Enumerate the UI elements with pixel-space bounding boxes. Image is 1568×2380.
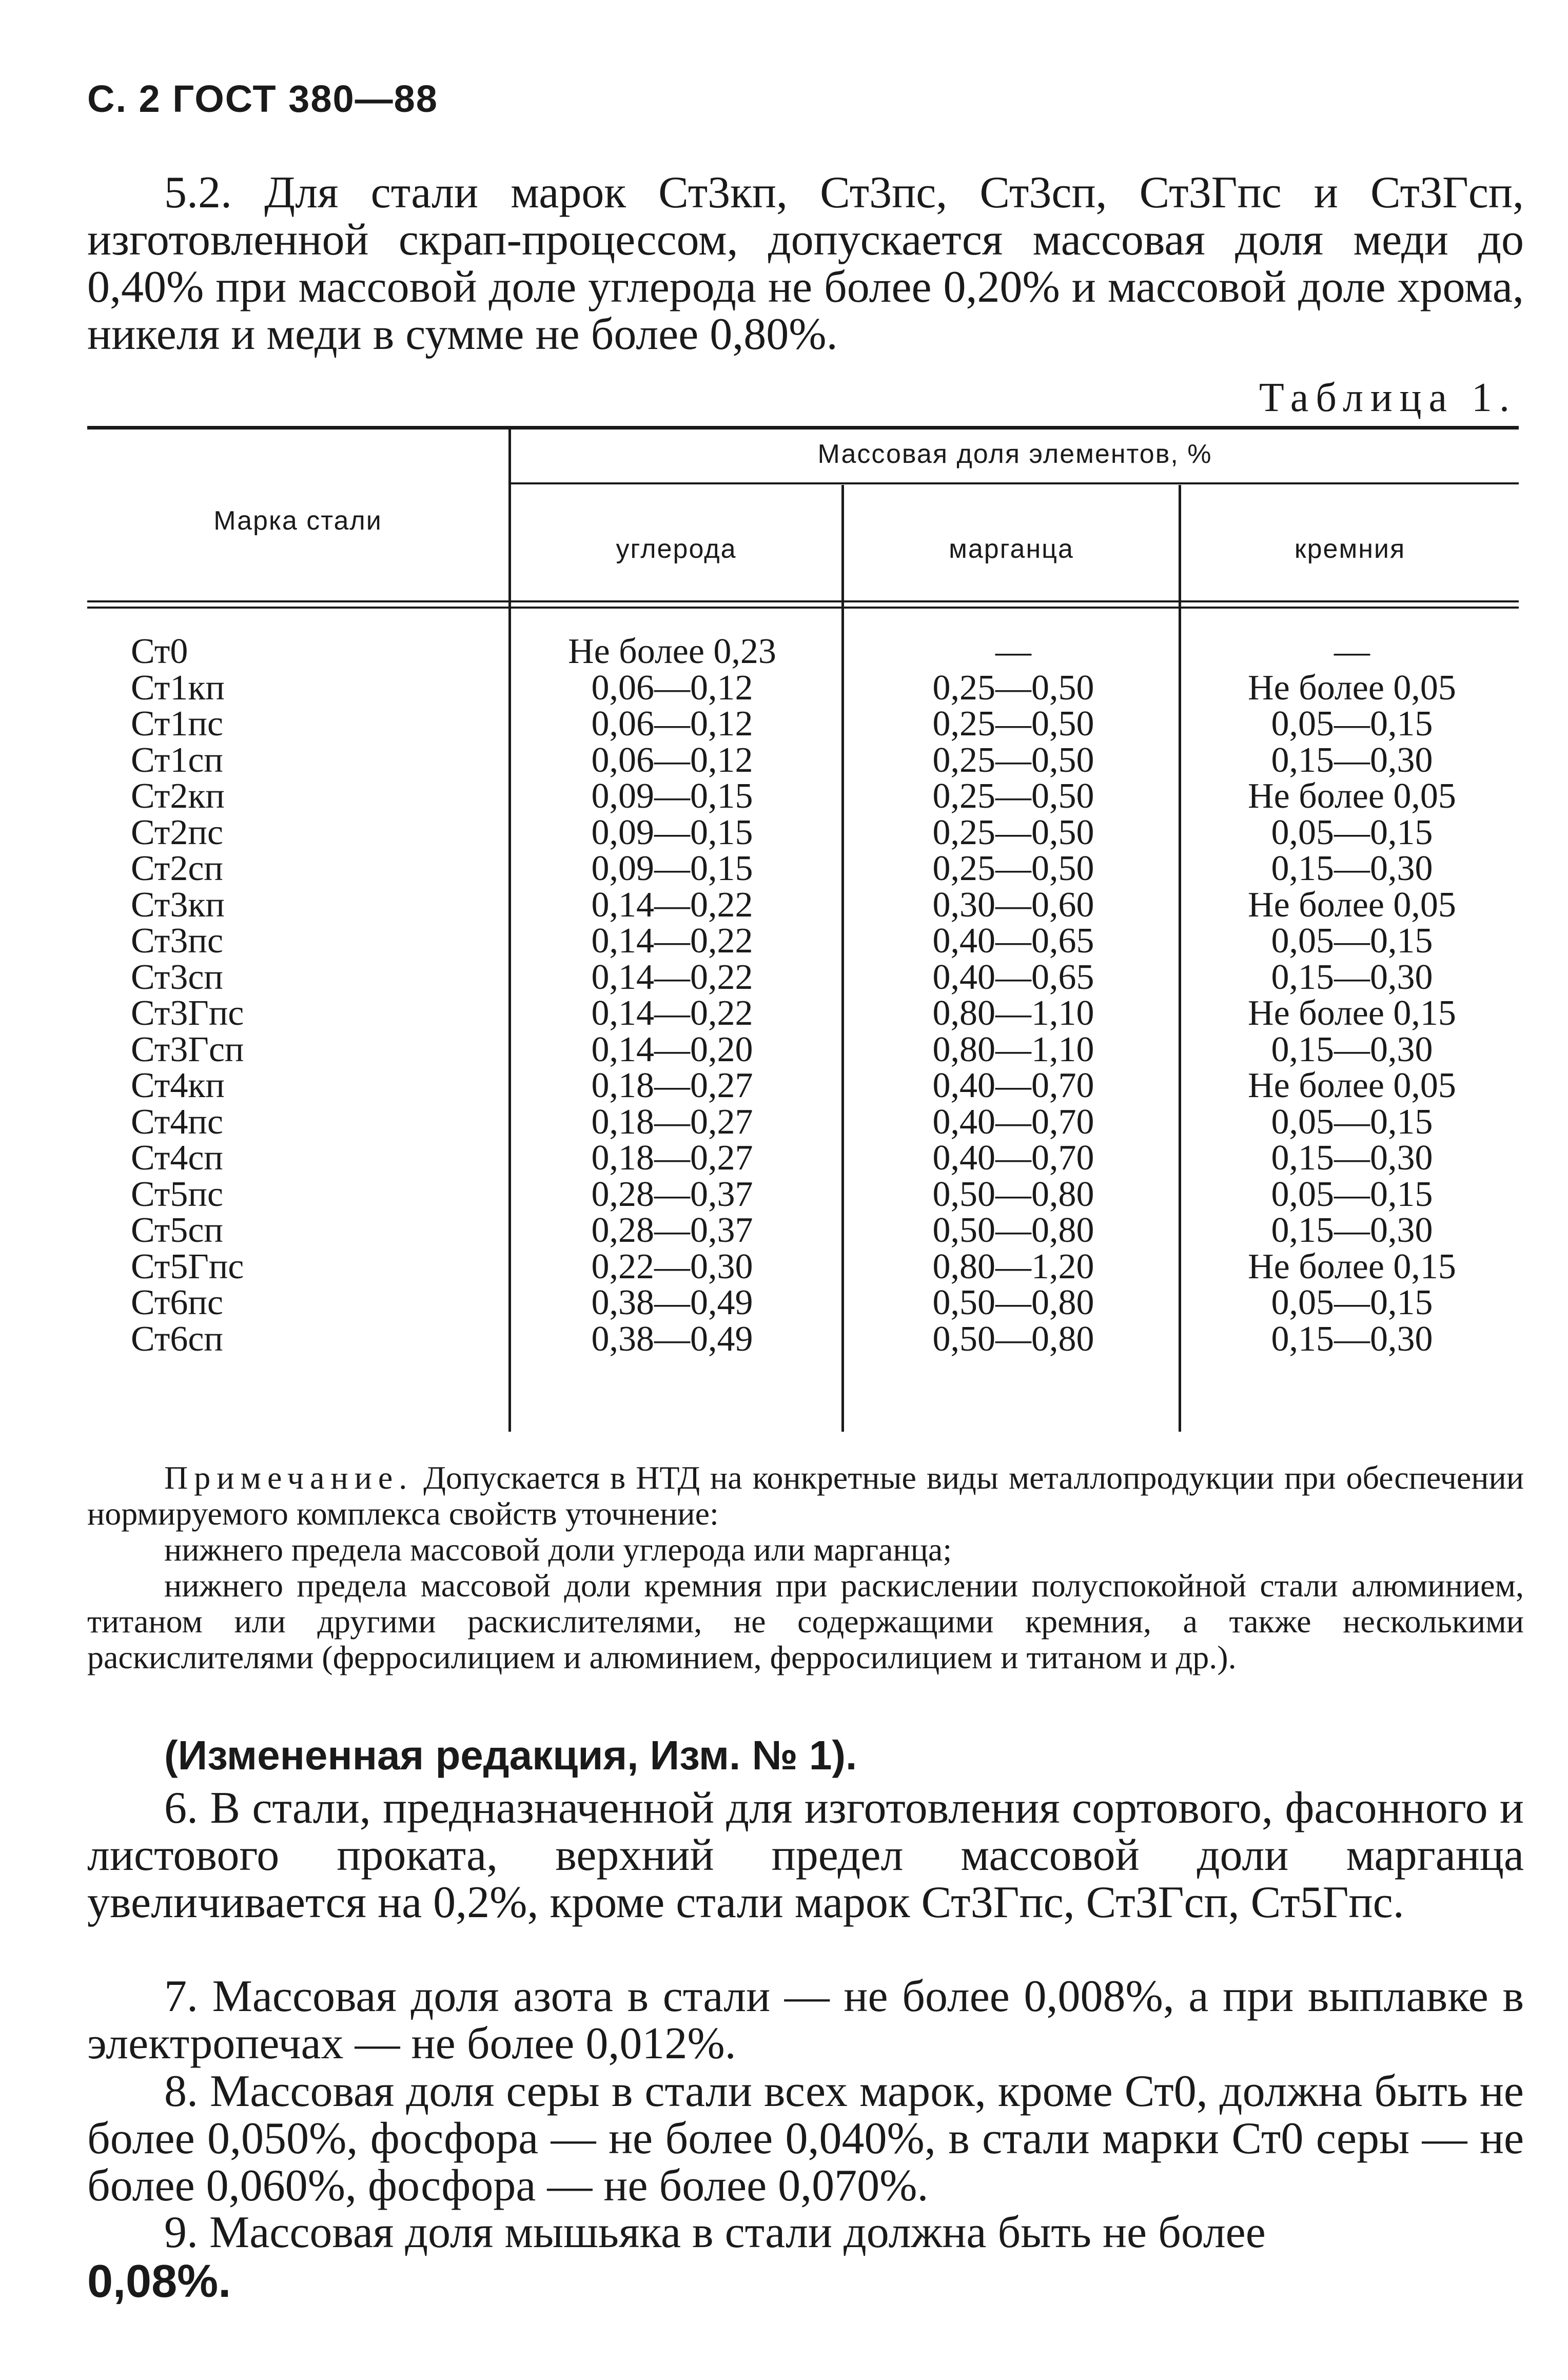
silicon-cell: 0,15—0,30 <box>1271 1211 1433 1250</box>
silicon-cell: Не более 0,05 <box>1248 1066 1456 1105</box>
grade-cell: Ст6сп <box>131 1319 223 1359</box>
carbon-cell: 0,14—0,22 <box>591 885 753 925</box>
table-note <box>87 1460 1524 1675</box>
header-grade: Марка стали <box>213 506 382 536</box>
silicon-cell: 0,15—0,30 <box>1271 849 1433 888</box>
page-header: С. 2 ГОСТ 380—88 <box>87 77 438 120</box>
carbon-cell: 0,06—0,12 <box>591 704 753 744</box>
table-divider-manganese <box>1179 485 1181 1432</box>
carbon-cell: 0,09—0,15 <box>591 776 753 816</box>
grade-cell: Ст5сп <box>131 1211 223 1250</box>
silicon-cell: Не более 0,15 <box>1248 1246 1456 1286</box>
carbon-cell: 0,18—0,27 <box>591 1138 753 1178</box>
table-divider-carbon <box>841 485 844 1432</box>
carbon-cell: 0,06—0,12 <box>591 668 753 708</box>
paragraph-8: 8. Массовая доля серы в стали всех марок, кроме Ст0, должна быть не более 0,050%, фосфора — не более 0,040%, в стали марки Ст0 серы — не более 0,060%, фосфора — не более 0,070%. <box>87 2066 1524 2211</box>
grade-cell: Ст3Гпс <box>131 993 244 1033</box>
manganese-cell: 0,40—0,70 <box>932 1102 1094 1142</box>
grade-cell: Ст3Гсп <box>131 1029 244 1069</box>
carbon-cell: 0,22—0,30 <box>591 1246 753 1286</box>
header-carbon: углерода <box>616 534 737 564</box>
grade-cell: Ст0 <box>131 632 188 671</box>
manganese-cell: 0,30—0,60 <box>932 885 1094 925</box>
carbon-column <box>511 634 834 1357</box>
changed-edition: (Измененная редакция, Изм. № 1). <box>164 1732 857 1778</box>
grade-cell: Ст1сп <box>131 740 223 780</box>
manganese-cell: 0,25—0,50 <box>932 668 1094 708</box>
carbon-cell: 0,09—0,15 <box>591 812 753 852</box>
grade-cell: Ст2сп <box>131 849 223 888</box>
manganese-cell: 0,50—0,80 <box>932 1283 1094 1322</box>
silicon-cell: 0,15—0,30 <box>1271 1138 1433 1178</box>
manganese-cell: 0,50—0,80 <box>932 1211 1094 1250</box>
silicon-cell: 0,05—0,15 <box>1271 1174 1433 1214</box>
note-line-2: нижнего предела массовой доли углерода или марганца; <box>164 1531 952 1568</box>
manganese-cell: 0,40—0,70 <box>932 1066 1094 1105</box>
paragraph-9-end: 0,08%. <box>87 2256 231 2307</box>
carbon-cell: 0,18—0,27 <box>591 1066 753 1105</box>
header-bottom-rule-1 <box>87 600 1519 602</box>
grade-cell: Ст6пс <box>131 1283 223 1322</box>
grade-cell: Ст3пс <box>131 921 223 961</box>
carbon-cell: 0,38—0,49 <box>591 1283 753 1322</box>
manganese-cell: 0,25—0,50 <box>932 849 1094 888</box>
silicon-cell: Не более 0,05 <box>1248 776 1456 816</box>
carbon-cell: 0,14—0,20 <box>591 1029 753 1069</box>
note-line-3: нижнего предела массовой доли кремния при раскислении полуспокойной стали алюминием, титаном или другими раскислителями, не содержащими кремния, а также несколькими раскислителями (ферросилицием и алюминием, ферросилицием и титаном и др.). <box>87 1567 1524 1675</box>
carbon-cell: 0,18—0,27 <box>591 1102 753 1142</box>
grade-cell: Ст2пс <box>131 812 223 852</box>
header-bottom-rule-2 <box>87 607 1519 609</box>
silicon-cell: 0,15—0,30 <box>1271 740 1433 780</box>
grade-column <box>131 634 244 1357</box>
table-label: Таблица 1. <box>1259 375 1517 420</box>
manganese-cell: 0,40—0,70 <box>932 1138 1094 1178</box>
header-silicon: кремния <box>1294 534 1406 564</box>
silicon-cell: 0,05—0,15 <box>1271 704 1433 744</box>
silicon-cell: 0,05—0,15 <box>1271 1102 1433 1142</box>
grade-cell: Ст3кп <box>131 885 225 925</box>
silicon-cell: 0,05—0,15 <box>1271 921 1433 961</box>
carbon-cell: 0,14—0,22 <box>591 993 753 1033</box>
carbon-cell: 0,06—0,12 <box>591 740 753 780</box>
paragraph-6: 6. В стали, предназначенной для изготовления сортового, фасонного и листового проката, верхний предел массовой доли марганца увеличивается на 0,2%, кроме стали марок Ст3Гпс, Ст3Гсп, Ст5Гпс. <box>87 1783 1524 1927</box>
manganese-cell: — <box>995 632 1031 671</box>
carbon-cell: 0,28—0,37 <box>591 1174 753 1214</box>
grade-cell: Ст1кп <box>131 668 225 708</box>
carbon-cell: 0,38—0,49 <box>591 1319 753 1359</box>
header-manganese: марганца <box>949 534 1074 564</box>
note-label: Примечание. <box>164 1459 414 1496</box>
carbon-cell: 0,14—0,22 <box>591 957 753 997</box>
silicon-cell: — <box>1334 632 1370 671</box>
silicon-cell: 0,15—0,30 <box>1271 1029 1433 1069</box>
grade-cell: Ст5пс <box>131 1174 223 1214</box>
silicon-cell: Не более 0,15 <box>1248 993 1456 1033</box>
grade-cell: Ст2кп <box>131 776 225 816</box>
manganese-cell: 0,25—0,50 <box>932 740 1094 780</box>
silicon-cell: 0,15—0,30 <box>1271 1319 1433 1359</box>
manganese-cell: 0,50—0,80 <box>932 1319 1094 1359</box>
silicon-cell: Не более 0,05 <box>1248 885 1456 925</box>
grade-cell: Ст4пс <box>131 1102 223 1142</box>
manganese-cell: 0,25—0,50 <box>932 776 1094 816</box>
header-group: Массовая доля элементов, % <box>817 439 1212 469</box>
carbon-cell: 0,28—0,37 <box>591 1211 753 1250</box>
manganese-cell: 0,25—0,50 <box>932 704 1094 744</box>
paragraph-7: 7. Массовая доля азота в стали — не более 0,008%, а при выплавке в электропечах — не более 0,012%. <box>87 1972 1524 2069</box>
grade-cell: Ст1пс <box>131 704 223 744</box>
grade-cell: Ст3сп <box>131 957 223 997</box>
carbon-cell: Не более 0,23 <box>568 632 776 671</box>
manganese-cell: 0,80—1,20 <box>932 1246 1094 1286</box>
manganese-cell: 0,40—0,65 <box>932 957 1094 997</box>
manganese-column <box>852 634 1175 1357</box>
table-top-rule <box>87 426 1519 430</box>
carbon-cell: 0,09—0,15 <box>591 849 753 888</box>
manganese-cell: 0,80—1,10 <box>932 993 1094 1033</box>
note-text-1: Допускается в НТД на конкретные виды металлопродукции при обеспечении нормируемого комплекса свойств уточнение: <box>87 1459 1524 1532</box>
manganese-cell: 0,50—0,80 <box>932 1174 1094 1214</box>
silicon-column <box>1190 634 1514 1357</box>
manganese-cell: 0,40—0,65 <box>932 921 1094 961</box>
paragraph-9: 9. Массовая доля мышьяка в стали должна быть не более <box>164 2208 1266 2257</box>
silicon-cell: 0,05—0,15 <box>1271 1283 1433 1322</box>
silicon-cell: 0,15—0,30 <box>1271 957 1433 997</box>
grade-cell: Ст4кп <box>131 1066 225 1105</box>
silicon-cell: 0,05—0,15 <box>1271 812 1433 852</box>
silicon-cell: Не более 0,05 <box>1248 668 1456 708</box>
paragraph-5-2: 5.2. Для стали марок Ст3кп, Ст3пс, Ст3сп, Ст3Гпс и Ст3Гсп, изготовленной скрап-процессом, допускается массовая доля меди до 0,40% при массовой доле углерода не более 0,20% и массовой доле хрома, никеля и меди в сумме не более 0,80%. <box>87 168 1524 359</box>
grade-cell: Ст5Гпс <box>131 1246 244 1286</box>
note-line-1 <box>87 1460 1524 1532</box>
manganese-cell: 0,25—0,50 <box>932 812 1094 852</box>
manganese-cell: 0,80—1,10 <box>932 1029 1094 1069</box>
carbon-cell: 0,14—0,22 <box>591 921 753 961</box>
grade-cell: Ст4сп <box>131 1138 223 1178</box>
group-header-rule <box>509 482 1519 484</box>
